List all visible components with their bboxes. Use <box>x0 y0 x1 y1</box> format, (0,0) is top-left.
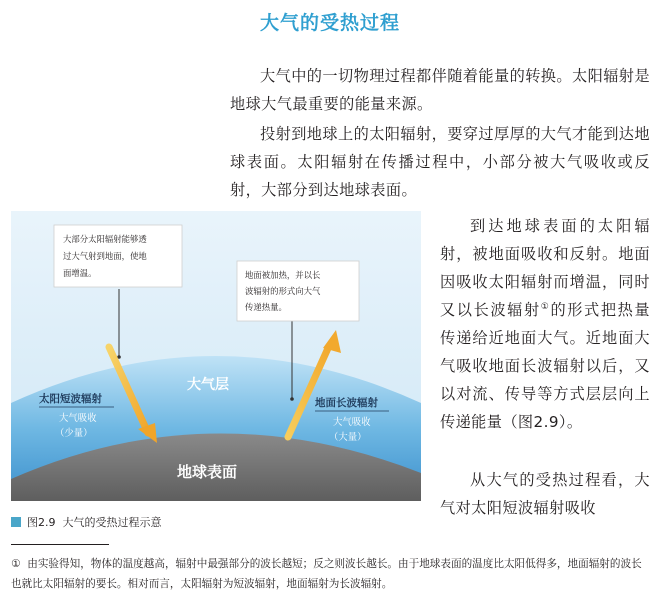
caption-number: 图2.9 <box>27 516 56 529</box>
longwave-label: 地面长波辐射 <box>315 397 378 409</box>
paragraph-3-part-b: 的形式把热量传递给近地面大气。近地面大气吸收地面长波辐射以后，又以对流、传导等方式层层向上传递能量（图2.9）。 <box>440 301 651 431</box>
atmosphere-heating-diagram <box>11 211 421 501</box>
left-note-line-1: 大部分太阳辐射能够透 <box>63 234 147 244</box>
left-note-line-3: 面增温。 <box>63 268 97 278</box>
shortwave-absorb-label: 大气吸收 <box>59 413 97 424</box>
right-note-line-2: 波辐射的形式向大气 <box>245 286 321 296</box>
paragraph-2: 投射到地球上的太阳辐射，要穿过厚厚的大气才能到达地球表面。太阳辐射在传播过程中，小部分被大气吸收或反射，大部分到达地球表面。 <box>230 125 650 199</box>
paragraph-1: 大气中的一切物理过程都伴随着能量的转换。太阳辐射是地球大气最重要的能量来源。 <box>230 67 650 113</box>
shortwave-amount-label: （少量） <box>55 428 93 439</box>
paragraph-3 <box>440 212 650 436</box>
atmosphere-label: 大气层 <box>187 377 229 393</box>
longwave-absorb-label: 大气吸收 <box>333 417 371 428</box>
caption-text: 大气的受热过程示意 <box>62 516 162 529</box>
right-note-line-3: 传递热量。 <box>245 302 287 312</box>
shortwave-label: 太阳短波辐射 <box>39 393 102 405</box>
footnote <box>11 554 651 594</box>
figure-caption <box>11 514 162 530</box>
footnote-text: 由实验得知，物体的温度越高，辐射中最强部分的波长越短；反之则波长越长。由于地球表面的温度比太阳低得多，地面辐射的波长也就比太阳辐射的要长。相对而言，太阳辐射为短波辐射，地面辐射为长波辐射。 <box>11 558 642 590</box>
footnote-reference[interactable]: ① <box>540 301 551 312</box>
left-note-line-2: 过大气射到地面，使地 <box>63 251 147 261</box>
right-note-line-1: 地面被加热，并以长 <box>245 270 321 280</box>
footnote-divider <box>11 544 109 545</box>
earth-label: 地球表面 <box>177 463 238 481</box>
longwave-amount-label: （大量） <box>329 432 367 443</box>
paragraph-3-part-a: 到达地球表面的太阳辐射，被地面吸收和反射。地面因吸收太阳辐射而增温，同时又以长波辐射 <box>440 217 650 319</box>
paragraph-4: 从大气的受热过程看，大气对太阳短波辐射吸收 <box>440 471 650 517</box>
footnote-marker: ① <box>11 558 21 570</box>
caption-marker <box>11 517 21 527</box>
section-title: 大气的受热过程 <box>259 12 400 34</box>
